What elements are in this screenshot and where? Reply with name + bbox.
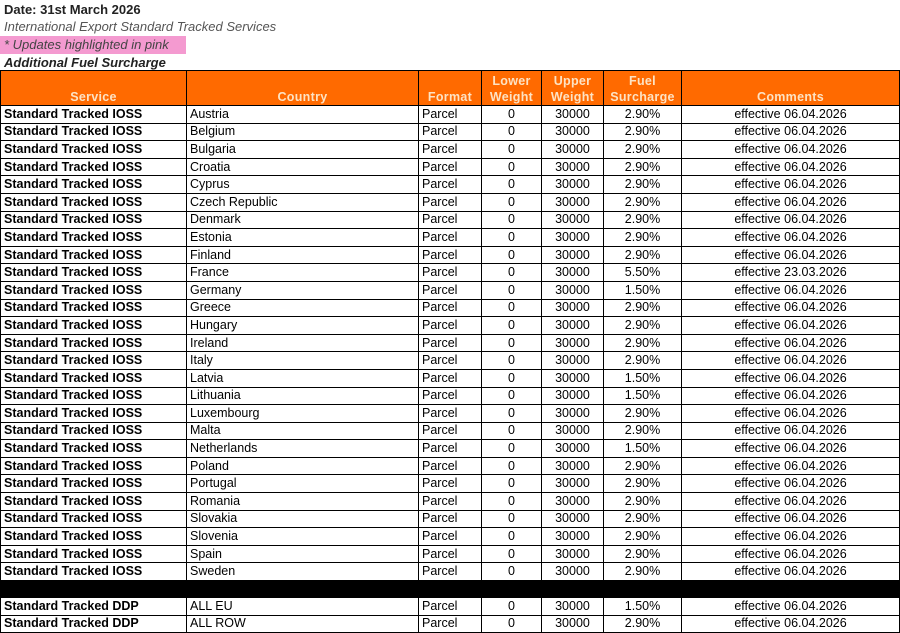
- fuel-surcharge-cell: 2.90%: [604, 457, 682, 475]
- lower-weight-cell: 0: [482, 317, 542, 335]
- fuel-surcharge-cell: 2.90%: [604, 334, 682, 352]
- upper-weight-cell: 30000: [542, 422, 604, 440]
- lower-weight-cell: 0: [482, 457, 542, 475]
- service-cell: Standard Tracked IOSS: [1, 193, 187, 211]
- fuel-surcharge-cell: 2.90%: [604, 317, 682, 335]
- comments-cell: effective 06.04.2026: [682, 615, 900, 633]
- format-cell: Parcel: [419, 246, 482, 264]
- country-cell: Poland: [187, 457, 419, 475]
- service-cell: Standard Tracked IOSS: [1, 141, 187, 159]
- country-cell: Portugal: [187, 475, 419, 493]
- country-cell: ALL EU: [187, 598, 419, 616]
- table-row: [1, 246, 900, 264]
- fuel-surcharge-cell: 1.50%: [604, 387, 682, 405]
- service-cell: Standard Tracked IOSS: [1, 457, 187, 475]
- column-header-text: Upper: [553, 74, 592, 88]
- upper-weight-cell: 30000: [542, 158, 604, 176]
- separator-bar: [1, 581, 900, 598]
- table-row: [1, 334, 900, 352]
- service-cell: Standard Tracked IOSS: [1, 563, 187, 581]
- table-row: [1, 457, 900, 475]
- upper-weight-cell: 30000: [542, 299, 604, 317]
- upper-weight-cell: 30000: [542, 440, 604, 458]
- upper-weight-cell: 30000: [542, 387, 604, 405]
- format-cell: Parcel: [419, 528, 482, 546]
- comments-cell: effective 06.04.2026: [682, 229, 900, 247]
- table-row: [1, 176, 900, 194]
- table-row: [1, 369, 900, 387]
- lower-weight-cell: 0: [482, 369, 542, 387]
- service-cell: Standard Tracked DDP: [1, 598, 187, 616]
- upper-weight-cell: 30000: [542, 493, 604, 511]
- format-cell: Parcel: [419, 457, 482, 475]
- table-row: [1, 493, 900, 511]
- country-cell: Sweden: [187, 563, 419, 581]
- upper-weight-cell: 30000: [542, 123, 604, 141]
- lower-weight-cell: 0: [482, 141, 542, 159]
- service-cell: Standard Tracked IOSS: [1, 246, 187, 264]
- fuel-surcharge-cell: 2.90%: [604, 229, 682, 247]
- comments-cell: effective 06.04.2026: [682, 387, 900, 405]
- table-row: [1, 615, 900, 633]
- country-cell: Slovenia: [187, 528, 419, 546]
- table-row: [1, 123, 900, 141]
- country-cell: Austria: [187, 106, 419, 124]
- lower-weight-cell: 0: [482, 264, 542, 282]
- format-cell: Parcel: [419, 405, 482, 423]
- country-cell: Latvia: [187, 369, 419, 387]
- table-row: [1, 422, 900, 440]
- country-cell: Luxembourg: [187, 405, 419, 423]
- country-cell: ALL ROW: [187, 615, 419, 633]
- fuel-surcharge-cell: 2.90%: [604, 123, 682, 141]
- table-row: [1, 545, 900, 563]
- country-cell: Estonia: [187, 229, 419, 247]
- table-row: [1, 141, 900, 159]
- format-cell: Parcel: [419, 545, 482, 563]
- comments-cell: effective 06.04.2026: [682, 141, 900, 159]
- format-cell: Parcel: [419, 334, 482, 352]
- country-cell: Italy: [187, 352, 419, 370]
- format-cell: Parcel: [419, 422, 482, 440]
- lower-weight-cell: 0: [482, 615, 542, 633]
- comments-cell: effective 06.04.2026: [682, 457, 900, 475]
- lower-weight-cell: 0: [482, 211, 542, 229]
- country-cell: Cyprus: [187, 176, 419, 194]
- format-cell: Parcel: [419, 299, 482, 317]
- upper-weight-cell: 30000: [542, 264, 604, 282]
- column-header-upper-weight: [542, 71, 604, 106]
- service-cell: Standard Tracked IOSS: [1, 299, 187, 317]
- format-cell: Parcel: [419, 211, 482, 229]
- section-title: Additional Fuel Surcharge: [4, 55, 166, 70]
- country-cell: Lithuania: [187, 387, 419, 405]
- country-cell: Netherlands: [187, 440, 419, 458]
- table-row: [1, 405, 900, 423]
- comments-cell: effective 06.04.2026: [682, 176, 900, 194]
- comments-cell: effective 06.04.2026: [682, 369, 900, 387]
- table-row: [1, 563, 900, 581]
- upper-weight-cell: 30000: [542, 193, 604, 211]
- service-cell: Standard Tracked IOSS: [1, 387, 187, 405]
- table-row: [1, 510, 900, 528]
- service-cell: Standard Tracked IOSS: [1, 334, 187, 352]
- service-cell: Standard Tracked IOSS: [1, 440, 187, 458]
- service-cell: Standard Tracked IOSS: [1, 352, 187, 370]
- format-cell: Parcel: [419, 176, 482, 194]
- fuel-surcharge-cell: 2.90%: [604, 352, 682, 370]
- upper-weight-cell: 30000: [542, 141, 604, 159]
- column-header-text: Lower: [492, 74, 531, 88]
- service-cell: Standard Tracked IOSS: [1, 493, 187, 511]
- format-cell: Parcel: [419, 510, 482, 528]
- comments-cell: effective 06.04.2026: [682, 299, 900, 317]
- service-cell: Standard Tracked DDP: [1, 615, 187, 633]
- lower-weight-cell: 0: [482, 387, 542, 405]
- lower-weight-cell: 0: [482, 158, 542, 176]
- fuel-surcharge-cell: 2.90%: [604, 106, 682, 124]
- upper-weight-cell: 30000: [542, 510, 604, 528]
- fuel-surcharge-cell: 2.90%: [604, 615, 682, 633]
- column-header-text: Weight: [550, 90, 595, 104]
- lower-weight-cell: 0: [482, 493, 542, 511]
- country-cell: Denmark: [187, 211, 419, 229]
- table-row: [1, 106, 900, 124]
- pink-highlight-note: * Updates highlighted in pink: [0, 36, 186, 54]
- format-cell: Parcel: [419, 123, 482, 141]
- column-header-fuel-surcharge: [604, 71, 682, 106]
- service-cell: Standard Tracked IOSS: [1, 422, 187, 440]
- table-header-row: [1, 71, 900, 106]
- fuel-surcharge-cell: 2.90%: [604, 246, 682, 264]
- comments-cell: effective 06.04.2026: [682, 334, 900, 352]
- country-cell: Romania: [187, 493, 419, 511]
- service-cell: Standard Tracked IOSS: [1, 317, 187, 335]
- lower-weight-cell: 0: [482, 281, 542, 299]
- format-cell: Parcel: [419, 158, 482, 176]
- format-cell: Parcel: [419, 493, 482, 511]
- country-cell: Slovakia: [187, 510, 419, 528]
- fuel-surcharge-cell: 2.90%: [604, 563, 682, 581]
- lower-weight-cell: 0: [482, 545, 542, 563]
- table-row: [1, 229, 900, 247]
- service-cell: Standard Tracked IOSS: [1, 158, 187, 176]
- service-cell: Standard Tracked IOSS: [1, 475, 187, 493]
- lower-weight-cell: 0: [482, 229, 542, 247]
- comments-cell: effective 06.04.2026: [682, 598, 900, 616]
- country-cell: Ireland: [187, 334, 419, 352]
- upper-weight-cell: 30000: [542, 528, 604, 546]
- format-cell: Parcel: [419, 563, 482, 581]
- upper-weight-cell: 30000: [542, 615, 604, 633]
- table-row: [1, 158, 900, 176]
- format-cell: Parcel: [419, 317, 482, 335]
- lower-weight-cell: 0: [482, 510, 542, 528]
- service-cell: Standard Tracked IOSS: [1, 281, 187, 299]
- comments-cell: effective 06.04.2026: [682, 422, 900, 440]
- comments-cell: effective 06.04.2026: [682, 281, 900, 299]
- comments-cell: effective 06.04.2026: [682, 475, 900, 493]
- service-cell: Standard Tracked IOSS: [1, 528, 187, 546]
- column-header-comments: [682, 71, 900, 106]
- column-header-service: [1, 71, 187, 106]
- comments-cell: effective 06.04.2026: [682, 405, 900, 423]
- fuel-surcharge-cell: 2.90%: [604, 405, 682, 423]
- lower-weight-cell: 0: [482, 176, 542, 194]
- upper-weight-cell: 30000: [542, 334, 604, 352]
- fuel-surcharge-cell: 2.90%: [604, 475, 682, 493]
- comments-cell: effective 06.04.2026: [682, 211, 900, 229]
- format-cell: Parcel: [419, 193, 482, 211]
- service-cell: Standard Tracked IOSS: [1, 123, 187, 141]
- country-cell: Germany: [187, 281, 419, 299]
- country-cell: Greece: [187, 299, 419, 317]
- comments-cell: effective 06.04.2026: [682, 123, 900, 141]
- comments-cell: effective 06.04.2026: [682, 317, 900, 335]
- upper-weight-cell: 30000: [542, 246, 604, 264]
- comments-cell: effective 06.04.2026: [682, 545, 900, 563]
- service-cell: Standard Tracked IOSS: [1, 369, 187, 387]
- format-cell: Parcel: [419, 387, 482, 405]
- column-header-text: Surcharge: [610, 90, 675, 104]
- fuel-surcharge-cell: 2.90%: [604, 422, 682, 440]
- lower-weight-cell: 0: [482, 123, 542, 141]
- fuel-surcharge-cell: 2.90%: [604, 193, 682, 211]
- table-row: [1, 528, 900, 546]
- upper-weight-cell: 30000: [542, 457, 604, 475]
- comments-cell: effective 06.04.2026: [682, 528, 900, 546]
- comments-cell: effective 06.04.2026: [682, 510, 900, 528]
- fuel-surcharge-cell: 2.90%: [604, 141, 682, 159]
- column-header-text: Service: [70, 90, 117, 104]
- lower-weight-cell: 0: [482, 352, 542, 370]
- comments-cell: effective 06.04.2026: [682, 352, 900, 370]
- table-row: [1, 352, 900, 370]
- table-row: [1, 193, 900, 211]
- service-cell: Standard Tracked IOSS: [1, 510, 187, 528]
- column-header-text: Comments: [757, 90, 824, 104]
- upper-weight-cell: 30000: [542, 176, 604, 194]
- lower-weight-cell: 0: [482, 475, 542, 493]
- fuel-surcharge-cell: 2.90%: [604, 528, 682, 546]
- comments-cell: effective 06.04.2026: [682, 106, 900, 124]
- upper-weight-cell: 30000: [542, 106, 604, 124]
- format-cell: Parcel: [419, 106, 482, 124]
- table-row: [1, 281, 900, 299]
- format-cell: Parcel: [419, 475, 482, 493]
- lower-weight-cell: 0: [482, 563, 542, 581]
- lower-weight-cell: 0: [482, 106, 542, 124]
- comments-cell: effective 06.04.2026: [682, 440, 900, 458]
- column-header-text: Country: [277, 90, 328, 104]
- lower-weight-cell: 0: [482, 334, 542, 352]
- column-header-text: Weight: [489, 90, 534, 104]
- column-header-lower-weight: [482, 71, 542, 106]
- format-cell: Parcel: [419, 615, 482, 633]
- fuel-surcharge-cell: 2.90%: [604, 299, 682, 317]
- table-row: [1, 440, 900, 458]
- service-cell: Standard Tracked IOSS: [1, 211, 187, 229]
- format-cell: Parcel: [419, 352, 482, 370]
- fuel-surcharge-cell: 5.50%: [604, 264, 682, 282]
- country-cell: Spain: [187, 545, 419, 563]
- comments-cell: effective 06.04.2026: [682, 193, 900, 211]
- country-cell: Belgium: [187, 123, 419, 141]
- lower-weight-cell: 0: [482, 246, 542, 264]
- table-row: [1, 387, 900, 405]
- fuel-surcharge-cell: 2.90%: [604, 493, 682, 511]
- lower-weight-cell: 0: [482, 405, 542, 423]
- lower-weight-cell: 0: [482, 422, 542, 440]
- table-row: [1, 598, 900, 616]
- table-row: [1, 299, 900, 317]
- comments-cell: effective 06.04.2026: [682, 493, 900, 511]
- upper-weight-cell: 30000: [542, 352, 604, 370]
- fuel-surcharge-cell: 1.50%: [604, 598, 682, 616]
- fuel-surcharge-cell: 2.90%: [604, 545, 682, 563]
- lower-weight-cell: 0: [482, 598, 542, 616]
- fuel-surcharge-cell: 1.50%: [604, 369, 682, 387]
- format-cell: Parcel: [419, 229, 482, 247]
- fuel-surcharge-table: [0, 70, 900, 633]
- column-header-format: [419, 71, 482, 106]
- upper-weight-cell: 30000: [542, 281, 604, 299]
- table-row: [1, 475, 900, 493]
- service-cell: Standard Tracked IOSS: [1, 106, 187, 124]
- fuel-surcharge-cell: 2.90%: [604, 211, 682, 229]
- upper-weight-cell: 30000: [542, 475, 604, 493]
- format-cell: Parcel: [419, 281, 482, 299]
- country-cell: Malta: [187, 422, 419, 440]
- country-cell: France: [187, 264, 419, 282]
- column-header-country: [187, 71, 419, 106]
- lower-weight-cell: 0: [482, 440, 542, 458]
- document-subtitle: International Export Standard Tracked Services: [4, 19, 277, 34]
- document-date: Date: 31st March 2026: [4, 2, 141, 17]
- fuel-surcharge-cell: 1.50%: [604, 281, 682, 299]
- service-cell: Standard Tracked IOSS: [1, 545, 187, 563]
- format-cell: Parcel: [419, 369, 482, 387]
- upper-weight-cell: 30000: [542, 229, 604, 247]
- upper-weight-cell: 30000: [542, 369, 604, 387]
- table-row: [1, 211, 900, 229]
- country-cell: Czech Republic: [187, 193, 419, 211]
- service-cell: Standard Tracked IOSS: [1, 264, 187, 282]
- lower-weight-cell: 0: [482, 299, 542, 317]
- fuel-surcharge-cell: 2.90%: [604, 510, 682, 528]
- format-cell: Parcel: [419, 264, 482, 282]
- upper-weight-cell: 30000: [542, 317, 604, 335]
- country-cell: Croatia: [187, 158, 419, 176]
- column-header-text: Fuel: [629, 74, 656, 88]
- upper-weight-cell: 30000: [542, 563, 604, 581]
- lower-weight-cell: 0: [482, 193, 542, 211]
- fuel-surcharge-cell: 2.90%: [604, 158, 682, 176]
- comments-cell: effective 23.03.2026: [682, 264, 900, 282]
- column-header-text: Format: [427, 90, 473, 104]
- upper-weight-cell: 30000: [542, 405, 604, 423]
- upper-weight-cell: 30000: [542, 598, 604, 616]
- upper-weight-cell: 30000: [542, 545, 604, 563]
- table-row: [1, 317, 900, 335]
- comments-cell: effective 06.04.2026: [682, 158, 900, 176]
- fuel-surcharge-cell: 2.90%: [604, 176, 682, 194]
- comments-cell: effective 06.04.2026: [682, 563, 900, 581]
- table-body: [1, 106, 900, 633]
- fuel-surcharge-cell: 1.50%: [604, 440, 682, 458]
- country-cell: Finland: [187, 246, 419, 264]
- table-row: [1, 264, 900, 282]
- service-cell: Standard Tracked IOSS: [1, 176, 187, 194]
- lower-weight-cell: 0: [482, 528, 542, 546]
- country-cell: Bulgaria: [187, 141, 419, 159]
- upper-weight-cell: 30000: [542, 211, 604, 229]
- country-cell: Hungary: [187, 317, 419, 335]
- service-cell: Standard Tracked IOSS: [1, 229, 187, 247]
- format-cell: Parcel: [419, 141, 482, 159]
- comments-cell: effective 06.04.2026: [682, 246, 900, 264]
- format-cell: Parcel: [419, 598, 482, 616]
- format-cell: Parcel: [419, 440, 482, 458]
- section-separator-row: [1, 581, 900, 598]
- service-cell: Standard Tracked IOSS: [1, 405, 187, 423]
